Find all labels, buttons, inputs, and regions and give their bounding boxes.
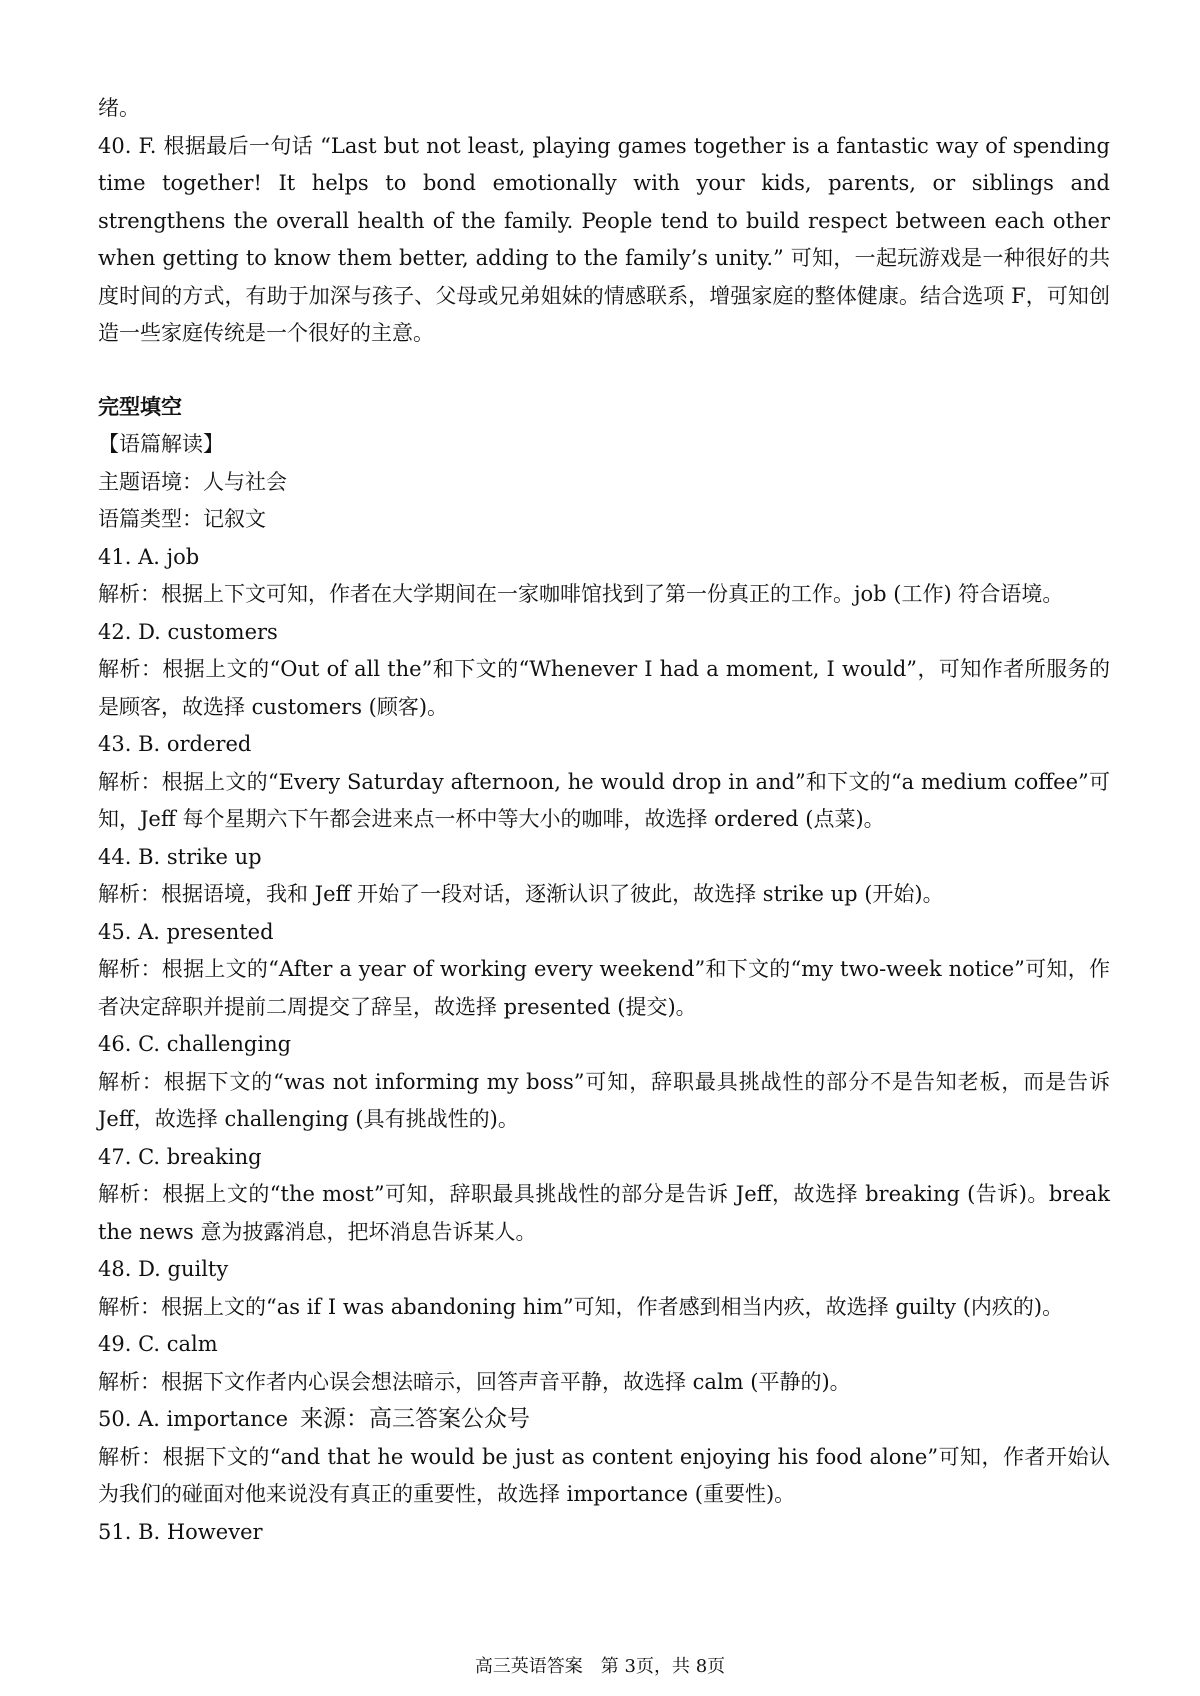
answer-45: 45. A. presented <box>98 919 274 944</box>
answer-51: 51. B. However <box>98 1519 263 1544</box>
explanation-49: 解析：根据下文作者内心误会想法暗示，回答声音平静，故选择 calm (平静的)。 <box>98 1369 851 1394</box>
previous-page-tail: 绪。 <box>98 96 140 120</box>
page-footer: 高三英语答案 第 3页，共 8页 <box>474 1656 726 1677</box>
answer-43: 43. B. ordered <box>98 732 252 756</box>
explanation-50: 解析：根据下文的“and that he would be just as content enjoying his food alone”可知，作者开始认为我们的碰面对他来说没有真正的重要性，故选择 importance (重要性)。 <box>98 1444 1110 1506</box>
source-note: 来源：高三答案公众号 <box>300 1406 531 1432</box>
analysis-header: 【语篇解读】 <box>98 432 224 456</box>
answer-48: 48. D. guilty <box>98 1257 229 1281</box>
explanation-47: 解析：根据上文的“the most”可知，辞职最具挑战性的部分是告诉 Jeff，故选择 breaking (告诉)。break the news 意为披露消息，把坏消息告诉某人。 <box>98 1182 1110 1244</box>
answer-41: 41. A. job <box>98 544 200 569</box>
question-40-explanation: 40. F. 根据最后一句话 “Last but not least, playing games together is a fantastic way of spending time together! It helps to bond emotionally with your kids, parents, or siblings and strengthens the overall health of the family. People tend to build respect between each other when getting to know them better, adding to the family’s unity.” 可知，一起玩游戏是一种很好的共度时间的方式，有助于加深与孩子、父母或兄弟姐妹的情感联系，增强家庭的整体健康。结合选项 F，可知创造一些家庭传统是一个很好的主意。 <box>98 133 1110 345</box>
answer-44: 44. B. strike up <box>98 844 262 869</box>
answer-47: 47. C. breaking <box>98 1144 262 1169</box>
explanation-43: 解析：根据上文的“Every Saturday afternoon, he would drop in and”和下文的“a medium coffee”可知，Jeff 每个星期六下午都会进来点一杯中等大小的咖啡，故选择 ordered (点菜)。 <box>98 769 1110 831</box>
explanation-42: 解析：根据上文的“Out of all the”和下文的“Whenever I had a moment, I would”，可知作者所服务的是顾客，故选择 customers (顾客)。 <box>98 657 1110 719</box>
explanation-46: 解析：根据下文的“was not informing my boss”可知，辞职最具挑战性的部分不是告知老板，而是告诉 Jeff，故选择 challenging (具有挑战性的)。 <box>98 1069 1110 1131</box>
answer-46: 46. C. challenging <box>98 1032 292 1056</box>
answer-50-row <box>98 1401 1110 1439</box>
document-body <box>98 90 1110 1551</box>
answer-42: 42. D. customers <box>98 619 278 644</box>
answer-49: 49. C. calm <box>98 1332 218 1356</box>
section-title: 完型填空 <box>98 394 182 419</box>
explanation-41: 解析：根据上下文可知，作者在大学期间在一家咖啡馆找到了第一份真正的工作。job (工作) 符合语境。 <box>98 582 1064 606</box>
text-genre: 语篇类型：记叙文 <box>98 507 266 531</box>
answer-50: 50. A. importance <box>98 1407 289 1431</box>
explanation-44: 解析：根据语境，我和 Jeff 开始了一段对话，逐渐认识了彼此，故选择 strike up (开始)。 <box>98 882 944 906</box>
theme-context: 主题语境：人与社会 <box>98 469 287 494</box>
explanation-48: 解析：根据上文的“as if I was abandoning him”可知，作者感到相当内疚，故选择 guilty (内疚的)。 <box>98 1294 1064 1319</box>
explanation-45: 解析：根据上文的“After a year of working every weekend”和下文的“my two-week notice”可知，作者决定辞职并提前二周提交了辞呈，故选择 presented (提交)。 <box>98 957 1110 1019</box>
